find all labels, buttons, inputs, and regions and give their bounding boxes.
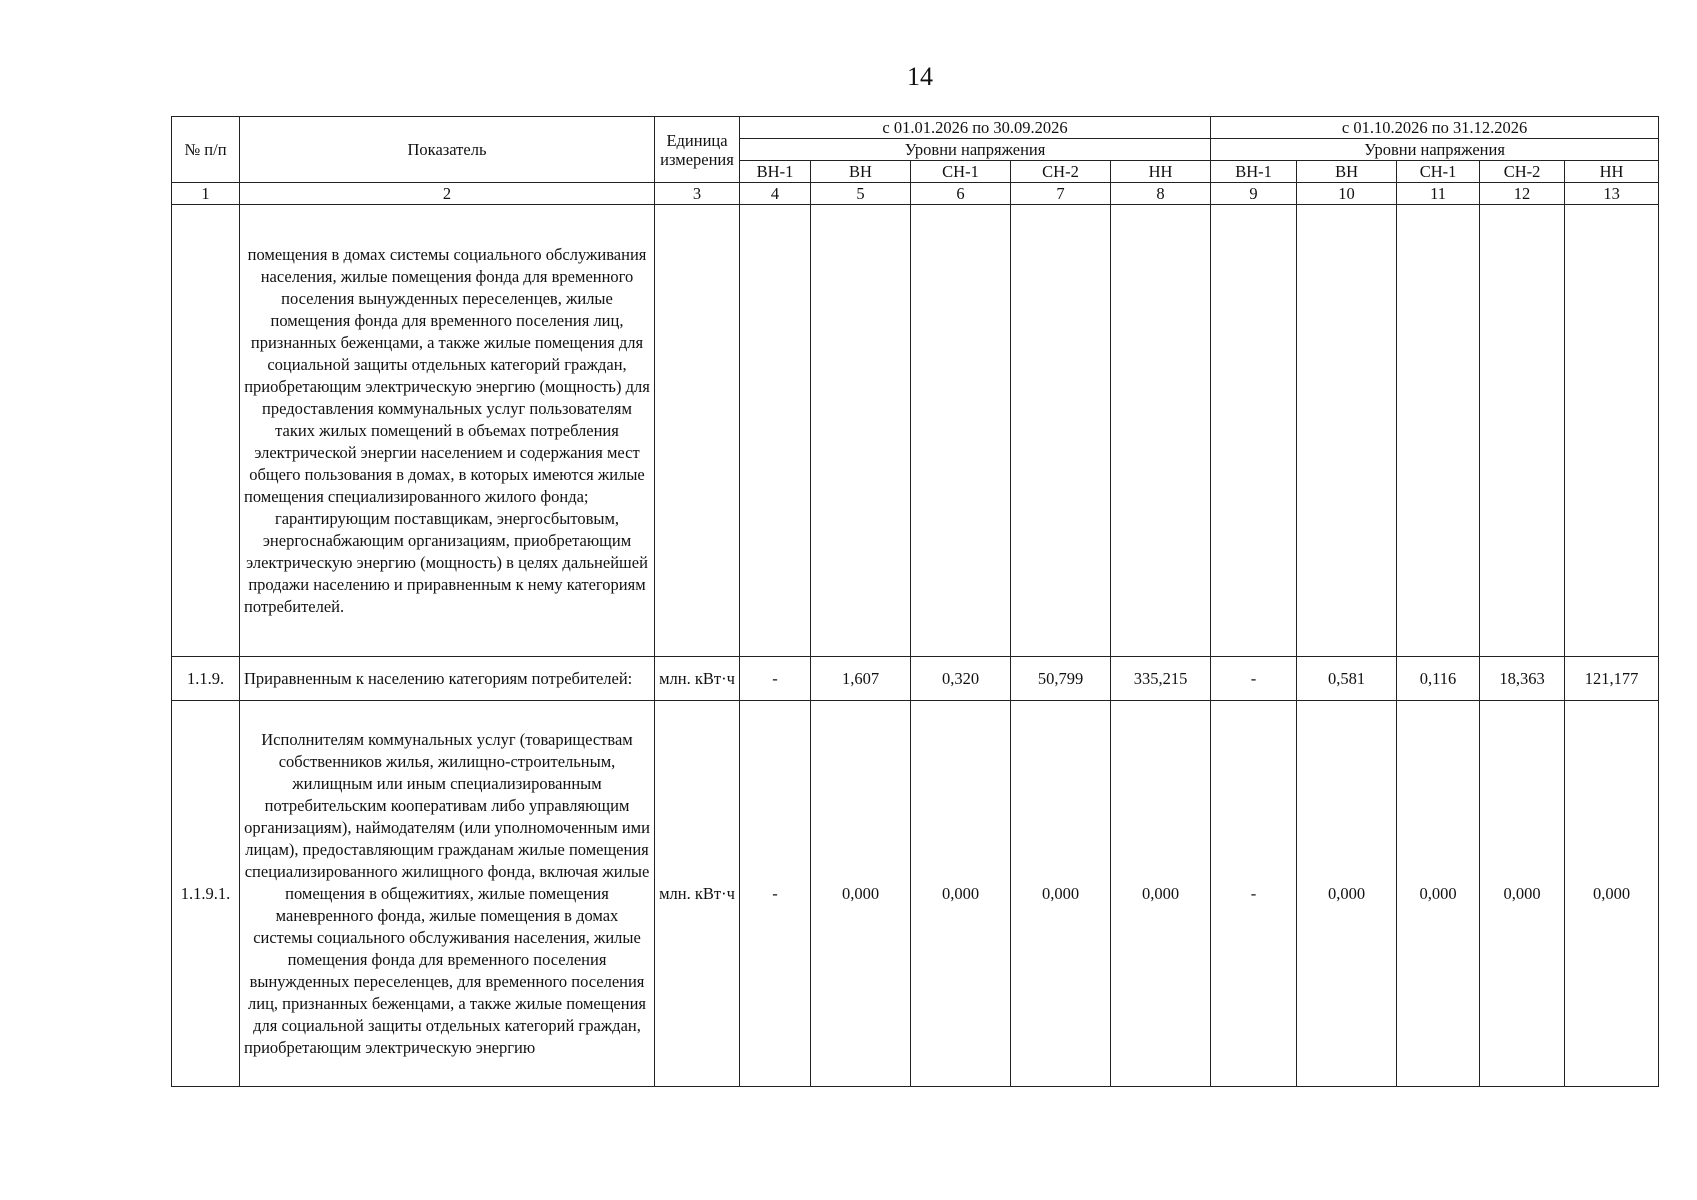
row-indicator xyxy=(240,657,655,701)
row-value: 0,000 xyxy=(1397,701,1480,1087)
row-value: 0,320 xyxy=(911,657,1011,701)
row-value: 0,000 xyxy=(1565,701,1659,1087)
row-value: 121,177 xyxy=(1565,657,1659,701)
level-sn2: СН-2 xyxy=(1011,161,1111,183)
row-value xyxy=(811,205,911,657)
row-value: 0,000 xyxy=(1011,701,1111,1087)
col-number: 5 xyxy=(811,183,911,205)
header-unit: Единица измерения xyxy=(655,117,740,183)
row-number xyxy=(172,205,240,657)
indicator-paragraph: помещения в домах системы социального обслуживания населения, жилые помещения фонда для временного поселения вынужденных переселенцев, жилые помещения фонда для временного поселения лиц, признанных беженцами, а также жилые помещения для социальной защиты отдельных категорий граждан, приобретающим электрическую энергию (мощность) для предоставления коммунальных услуг пользователям таких жилых помещений в объемах потребления электрической энергии населением и содержания мест общего пользования в домах, в которых имеются жилые помещения специализированного жилого фонда; xyxy=(244,244,650,506)
page-number: 14 xyxy=(907,62,933,91)
row-value xyxy=(1480,205,1565,657)
row-number: 1.1.9.1. xyxy=(172,701,240,1087)
row-value xyxy=(1297,205,1397,657)
col-number: 1 xyxy=(172,183,240,205)
row-value: 335,215 xyxy=(1111,657,1211,701)
row-value xyxy=(740,205,811,657)
level-vn: ВН xyxy=(1297,161,1397,183)
col-number: 9 xyxy=(1211,183,1297,205)
col-number: 10 xyxy=(1297,183,1397,205)
col-number: 8 xyxy=(1111,183,1211,205)
header-num: № п/п xyxy=(172,117,240,183)
row-number: 1.1.9. xyxy=(172,657,240,701)
row-value: 0,581 xyxy=(1297,657,1397,701)
row-value xyxy=(1397,205,1480,657)
header-voltage-levels-1: Уровни напряжения xyxy=(740,139,1211,161)
row-value: - xyxy=(1211,701,1297,1087)
row-value xyxy=(1211,205,1297,657)
table-header xyxy=(172,117,1659,205)
col-number: 4 xyxy=(740,183,811,205)
row-value: 0,000 xyxy=(811,701,911,1087)
row-value: 0,000 xyxy=(911,701,1011,1087)
level-vn1: ВН-1 xyxy=(740,161,811,183)
level-vn: ВН xyxy=(811,161,911,183)
indicator-paragraph: Приравненным к населению категориям потребителей: xyxy=(244,668,633,688)
row-value xyxy=(911,205,1011,657)
table-row xyxy=(172,657,1659,701)
col-number: 11 xyxy=(1397,183,1480,205)
row-value: - xyxy=(1211,657,1297,701)
row-value xyxy=(1011,205,1111,657)
col-number: 7 xyxy=(1011,183,1111,205)
level-sn2: СН-2 xyxy=(1480,161,1565,183)
table-row xyxy=(172,701,1659,1087)
row-unit: млн. кВт·ч xyxy=(655,657,740,701)
table-body xyxy=(172,205,1659,1087)
header-indicator: Показатель xyxy=(240,117,655,183)
row-value: 50,799 xyxy=(1011,657,1111,701)
header-voltage-levels-2: Уровни напряжения xyxy=(1211,139,1659,161)
row-indicator xyxy=(240,205,655,657)
header-period-2: с 01.10.2026 по 31.12.2026 xyxy=(1211,117,1659,139)
row-value: 1,607 xyxy=(811,657,911,701)
row-value: 0,000 xyxy=(1111,701,1211,1087)
col-number: 12 xyxy=(1480,183,1565,205)
row-value: 0,000 xyxy=(1480,701,1565,1087)
row-value xyxy=(1111,205,1211,657)
row-value: 18,363 xyxy=(1480,657,1565,701)
indicator-paragraph: гарантирующим поставщикам, энергосбытовым, энергоснабжающим организациям, приобретающим электрическую энергию (мощность) в целях дальнейшей продажи населению и приравненным к нему категориям потребителей. xyxy=(244,508,648,616)
row-value: - xyxy=(740,701,811,1087)
tariff-table xyxy=(171,116,1659,1087)
col-number: 2 xyxy=(240,183,655,205)
indicator-paragraph: Исполнителям коммунальных услуг (товариществам собственников жилья, жилищно-строительным, жилищным или иным специализированным потребительским кооперативам либо управляющим организациям), наймодателям (или уполномоченным ими лицам), предоставляющим гражданам жилые помещения специализированного жилищного фонда, включая жилые помещения в общежитиях, жилые помещения маневренного фонда, жилые помещения в домах системы социального обслуживания населения, жилые помещения фонда для временного поселения вынужденных переселенцев, для временного поселения лиц, признанных беженцами, а также жилые помещения для социальной защиты отдельных категорий граждан, приобретающим электрическую энергию xyxy=(244,729,650,1057)
level-nn: НН xyxy=(1111,161,1211,183)
level-sn1: СН-1 xyxy=(1397,161,1480,183)
level-sn1: СН-1 xyxy=(911,161,1011,183)
row-unit: млн. кВт·ч xyxy=(655,701,740,1087)
row-value: 0,116 xyxy=(1397,657,1480,701)
table-row xyxy=(172,205,1659,657)
row-indicator xyxy=(240,701,655,1087)
col-number: 13 xyxy=(1565,183,1659,205)
row-value: - xyxy=(740,657,811,701)
level-vn1: ВН-1 xyxy=(1211,161,1297,183)
row-unit xyxy=(655,205,740,657)
row-value: 0,000 xyxy=(1297,701,1397,1087)
col-number: 3 xyxy=(655,183,740,205)
col-number: 6 xyxy=(911,183,1011,205)
row-value xyxy=(1565,205,1659,657)
header-period-1: с 01.01.2026 по 30.09.2026 xyxy=(740,117,1211,139)
level-nn: НН xyxy=(1565,161,1659,183)
